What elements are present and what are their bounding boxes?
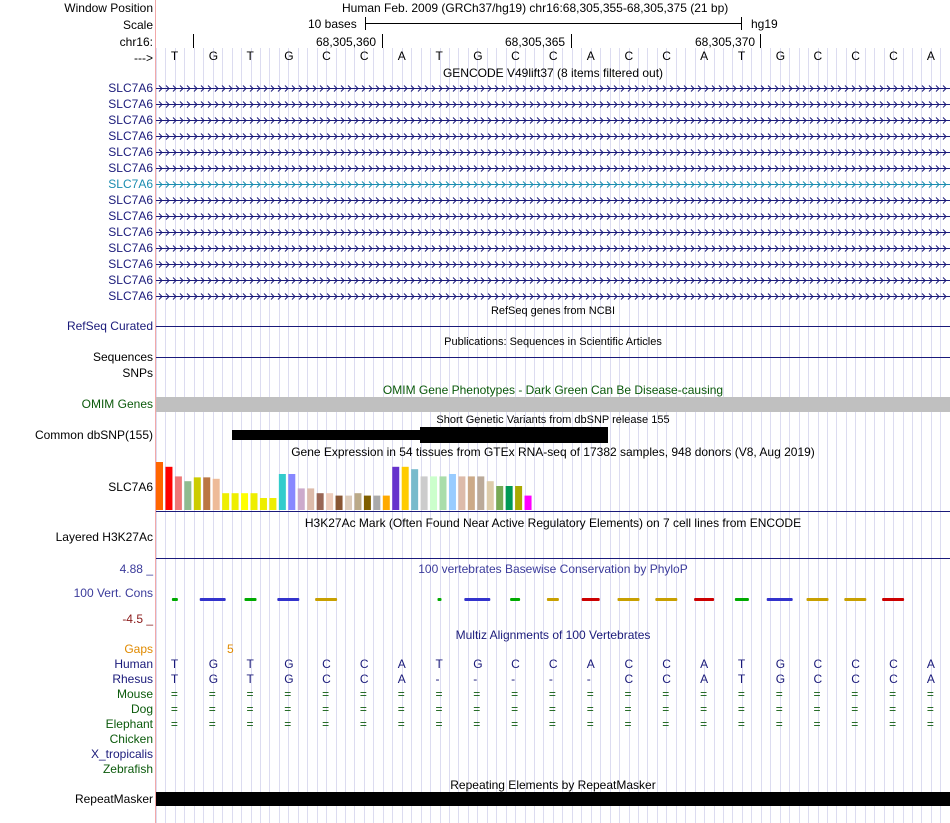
alignment-base: = bbox=[586, 717, 594, 731]
alignment-base: C bbox=[889, 657, 898, 671]
alignment-base: = bbox=[435, 702, 443, 716]
phylop-logo-glyph bbox=[510, 598, 520, 601]
position-tick-label: 68,305,370 bbox=[695, 35, 756, 49]
gtex-tissue-bar bbox=[430, 476, 437, 510]
phylop-logo-glyph bbox=[277, 598, 299, 601]
phylop-logo-glyph bbox=[807, 598, 829, 601]
alignment-base: C bbox=[813, 672, 823, 686]
alignment-base: = bbox=[435, 717, 443, 731]
alignment-base: = bbox=[775, 717, 783, 731]
gencode-transcript-label[interactable]: SLC7A6 bbox=[108, 145, 153, 159]
alignment-base: - bbox=[586, 672, 591, 686]
alignment-base: = bbox=[208, 717, 216, 731]
gtex-tissue-bar bbox=[383, 496, 390, 510]
gencode-transcript-label[interactable]: SLC7A6 bbox=[108, 129, 153, 143]
alignment-base: = bbox=[511, 687, 519, 701]
base-letter: G bbox=[208, 49, 219, 63]
phylop-logo-glyph bbox=[618, 598, 640, 601]
alignment-base: = bbox=[889, 702, 897, 716]
phylop-logo-glyph bbox=[767, 598, 793, 601]
gtex-tissue-bar bbox=[515, 486, 522, 510]
repeatmasker-track-label[interactable]: RepeatMasker bbox=[74, 792, 153, 806]
gtex-tissue-bar bbox=[156, 462, 163, 510]
gtex-tissue-bar bbox=[506, 486, 513, 510]
gtex-tissue-bar bbox=[260, 498, 267, 510]
multiz-species-label[interactable]: Zebrafish bbox=[102, 762, 153, 776]
alignment-base: - bbox=[511, 672, 516, 686]
multiz-species-label[interactable]: Elephant bbox=[105, 717, 153, 731]
alignment-base: = bbox=[737, 702, 745, 716]
alignment-base: = bbox=[397, 702, 405, 716]
alignment-base: = bbox=[246, 687, 254, 701]
alignment-base: = bbox=[775, 702, 783, 716]
alignment-base: = bbox=[170, 702, 178, 716]
alignment-base: = bbox=[208, 702, 216, 716]
alignment-base: C bbox=[851, 657, 860, 671]
gtex-tissue-bar bbox=[477, 476, 484, 510]
alignment-base: G bbox=[208, 657, 219, 671]
alignment-base: T bbox=[246, 657, 254, 671]
alignment-base: = bbox=[889, 717, 897, 731]
alignment-base: = bbox=[322, 702, 330, 716]
alignment-base: = bbox=[284, 717, 292, 731]
alignment-base: A bbox=[586, 657, 595, 671]
base-letter: G bbox=[775, 49, 786, 63]
alignment-base: = bbox=[586, 702, 594, 716]
gtex-tissue-bar bbox=[222, 493, 229, 510]
gencode-transcript-label[interactable]: SLC7A6 bbox=[108, 97, 153, 111]
multiz-species-label[interactable]: X_tropicalis bbox=[90, 747, 153, 761]
phylop-logo-glyph bbox=[315, 598, 337, 601]
gtex-tissue-bar bbox=[449, 474, 456, 510]
base-letter: C bbox=[889, 49, 898, 63]
scale-label: Scale bbox=[122, 18, 153, 32]
base-letter: T bbox=[246, 49, 254, 63]
base-letter: C bbox=[548, 49, 558, 63]
gtex-tissue-bar bbox=[194, 477, 201, 510]
chrom-label: chr16: bbox=[119, 35, 153, 49]
gtex-tissue-bar bbox=[336, 496, 343, 510]
base-letter: T bbox=[170, 49, 179, 63]
alignment-base: = bbox=[775, 687, 783, 701]
alignment-base: C bbox=[359, 657, 369, 671]
alignment-base: T bbox=[737, 672, 746, 686]
multiz-track-title: Multiz Alignments of 100 Vertebrates bbox=[455, 628, 651, 642]
base-letter: C bbox=[813, 49, 823, 63]
alignment-base: T bbox=[170, 672, 179, 686]
gtex-tissue-bar bbox=[525, 496, 532, 510]
phylop-logo-glyph bbox=[172, 598, 178, 601]
alignment-base: = bbox=[359, 687, 367, 701]
scale-text: 10 bases bbox=[308, 17, 357, 31]
gtex-tissue-bar bbox=[251, 493, 258, 510]
gtex-tissue-bar bbox=[487, 481, 494, 510]
gtex-tissue-bar bbox=[402, 467, 409, 510]
gtex-tissue-bar bbox=[232, 493, 239, 510]
alignment-base: = bbox=[359, 702, 367, 716]
gtex-tissue-bar bbox=[213, 479, 220, 510]
multiz-species-label[interactable]: Human bbox=[114, 657, 153, 671]
phylop-logo-glyph bbox=[844, 598, 866, 601]
h3k27ac-track-label[interactable]: Layered H3K27Ac bbox=[55, 530, 153, 544]
alignment-base: = bbox=[700, 702, 708, 716]
base-letter: C bbox=[359, 49, 369, 63]
gap-count-label: 5 bbox=[227, 642, 234, 656]
alignment-base: = bbox=[851, 687, 859, 701]
alignment-base: C bbox=[813, 657, 823, 671]
gtex-tissue-bar bbox=[279, 474, 286, 510]
gtex-tissue-bar bbox=[241, 493, 248, 510]
alignment-base: = bbox=[624, 702, 632, 716]
publications-track-title: Publications: Sequences in Scientific Articles bbox=[444, 336, 662, 348]
alignment-base: = bbox=[170, 687, 178, 701]
alignment-base: = bbox=[473, 717, 481, 731]
position-tick-label: 68,305,365 bbox=[505, 35, 566, 49]
gencode-transcript-label[interactable]: SLC7A6 bbox=[108, 177, 153, 191]
refseq-track-title: RefSeq genes from NCBI bbox=[490, 305, 616, 317]
base-letter: T bbox=[737, 49, 746, 63]
base-letter: A bbox=[926, 49, 935, 63]
alignment-base: = bbox=[926, 702, 934, 716]
alignment-base: = bbox=[284, 687, 292, 701]
alignment-base: C bbox=[662, 657, 671, 671]
alignment-base: = bbox=[246, 702, 254, 716]
alignment-base: = bbox=[435, 687, 443, 701]
alignment-base: = bbox=[284, 702, 292, 716]
alignment-base: = bbox=[662, 687, 670, 701]
phylop-track-label[interactable]: 100 Vert. Cons bbox=[73, 586, 153, 600]
gencode-transcript-label[interactable]: SLC7A6 bbox=[108, 161, 153, 175]
alignment-base: = bbox=[208, 687, 216, 701]
alignment-base: - bbox=[473, 672, 478, 686]
alignment-base: C bbox=[624, 657, 634, 671]
alignment-base: = bbox=[511, 702, 519, 716]
gaps-label: Gaps bbox=[124, 642, 153, 656]
gtex-tissue-bar bbox=[354, 493, 361, 510]
gencode-track-title: GENCODE V49lift37 (8 items filtered out) bbox=[442, 66, 664, 80]
assembly-label: hg19 bbox=[751, 17, 778, 31]
gtex-tissue-bar bbox=[165, 467, 172, 510]
base-letter: C bbox=[511, 49, 520, 63]
alignment-base: = bbox=[813, 687, 821, 701]
gtex-tissue-bar bbox=[298, 488, 305, 510]
alignment-base: T bbox=[737, 657, 746, 671]
gtex-tissue-bar bbox=[373, 496, 380, 510]
alignment-base: C bbox=[548, 657, 558, 671]
gtex-tissue-bar bbox=[307, 488, 314, 510]
alignment-base: = bbox=[624, 687, 632, 701]
base-letter: G bbox=[284, 49, 294, 63]
base-letter: C bbox=[322, 49, 331, 63]
alignment-base: - bbox=[435, 672, 440, 686]
publications-track-label[interactable]: Sequences bbox=[92, 350, 153, 364]
alignment-base: T bbox=[246, 672, 254, 686]
omim-bar bbox=[156, 397, 950, 412]
alignment-base: = bbox=[548, 702, 556, 716]
alignment-base: G bbox=[473, 657, 483, 671]
gtex-tissue-bar bbox=[421, 476, 428, 510]
alignment-base: = bbox=[889, 687, 897, 701]
alignment-base: G bbox=[284, 657, 294, 671]
phylop-logo-glyph bbox=[547, 598, 559, 601]
gtex-tissue-bar bbox=[288, 474, 295, 510]
browser-title: Human Feb. 2009 (GRCh37/hg19) chr16:68,305,355-68,305,375 (21 bp) bbox=[342, 1, 729, 15]
alignment-base: A bbox=[926, 672, 935, 686]
gtex-track-title: Gene Expression in 54 tissues from GTEx RNA-seq of 17382 samples, 948 donors (V8, Aug 2019) bbox=[291, 445, 815, 459]
alignment-base: = bbox=[851, 717, 859, 731]
phylop-logo-glyph bbox=[464, 598, 490, 601]
gencode-transcript-label[interactable]: SLC7A6 bbox=[108, 273, 153, 287]
gtex-tissue-bar bbox=[203, 477, 210, 510]
alignment-base: = bbox=[700, 717, 708, 731]
gencode-transcript-label[interactable]: SLC7A6 bbox=[108, 241, 153, 255]
base-letter: G bbox=[473, 49, 483, 63]
gtex-tissue-bar bbox=[175, 476, 182, 510]
omim-track-label[interactable]: OMIM Genes bbox=[81, 397, 153, 411]
base-letter: C bbox=[624, 49, 634, 63]
alignment-base: = bbox=[170, 717, 178, 731]
dbsnp-track-title: Short Genetic Variants from dbSNP release 155 bbox=[436, 414, 670, 426]
alignment-base: = bbox=[511, 717, 519, 731]
gencode-transcript-label[interactable]: SLC7A6 bbox=[108, 225, 153, 239]
gtex-tissue-bar bbox=[440, 476, 447, 510]
alignment-base: = bbox=[926, 717, 934, 731]
gencode-transcript-label[interactable]: SLC7A6 bbox=[108, 193, 153, 207]
dbsnp-track-label[interactable]: Common dbSNP(155) bbox=[34, 428, 153, 442]
gtex-tissue-bar bbox=[458, 476, 465, 510]
alignment-base: = bbox=[548, 687, 556, 701]
alignment-base: = bbox=[473, 687, 481, 701]
gtex-tissue-bar bbox=[317, 493, 324, 510]
alignment-base: = bbox=[586, 687, 594, 701]
alignment-base: C bbox=[851, 672, 860, 686]
alignment-base: G bbox=[284, 672, 294, 686]
gencode-transcript-label[interactable]: SLC7A6 bbox=[108, 113, 153, 127]
phylop-logo-glyph bbox=[655, 598, 677, 601]
alignment-base: = bbox=[359, 717, 367, 731]
alignment-base: A bbox=[926, 657, 935, 671]
alignment-base: C bbox=[624, 672, 634, 686]
alignment-base: = bbox=[397, 717, 405, 731]
phylop-logo-glyph bbox=[245, 598, 257, 601]
alignment-base: A bbox=[700, 657, 709, 671]
strand-label: ---> bbox=[134, 51, 153, 65]
alignment-base: C bbox=[322, 657, 331, 671]
alignment-base: = bbox=[662, 717, 670, 731]
alignment-base: C bbox=[662, 672, 671, 686]
alignment-base: C bbox=[322, 672, 331, 686]
alignment-base: - bbox=[548, 672, 553, 686]
phylop-track-title: 100 vertebrates Basewise Conservation by PhyloP bbox=[418, 562, 688, 576]
alignment-base: = bbox=[813, 702, 821, 716]
phylop-logo-glyph bbox=[735, 598, 749, 601]
h3k27ac-track-title: H3K27Ac Mark (Often Found Near Active Regulatory Elements) on 7 cell lines from ENCODE bbox=[304, 516, 802, 530]
dbsnp-variant-bar bbox=[420, 427, 608, 443]
gtex-tissue-bar bbox=[184, 481, 191, 510]
base-letter: A bbox=[586, 49, 595, 63]
alignment-base: = bbox=[662, 702, 670, 716]
alignment-base: A bbox=[700, 672, 709, 686]
gtex-tissue-bar bbox=[496, 486, 503, 510]
alignment-base: = bbox=[926, 687, 934, 701]
alignment-base: G bbox=[208, 672, 219, 686]
alignment-base: = bbox=[737, 687, 745, 701]
gtex-track-label[interactable]: SLC7A6 bbox=[108, 480, 153, 494]
alignment-base: G bbox=[775, 657, 786, 671]
alignment-base: = bbox=[246, 717, 254, 731]
multiz-species-label[interactable]: Mouse bbox=[116, 687, 153, 701]
alignment-base: = bbox=[397, 687, 405, 701]
phylop-ymin-label: -4.5 _ bbox=[122, 612, 153, 626]
alignment-base: T bbox=[435, 657, 443, 671]
alignment-base: = bbox=[851, 702, 859, 716]
alignment-base: T bbox=[170, 657, 179, 671]
refseq-track-label[interactable]: RefSeq Curated bbox=[66, 319, 153, 333]
alignment-base: = bbox=[624, 717, 632, 731]
phylop-ymax-label: 4.88 _ bbox=[119, 562, 153, 576]
repeatmasker-bar bbox=[156, 792, 950, 806]
multiz-species-label[interactable]: Chicken bbox=[109, 732, 153, 746]
omim-track-title: OMIM Gene Phenotypes - Dark Green Can Be Disease-causing bbox=[382, 383, 724, 397]
base-letter: C bbox=[851, 49, 860, 63]
gtex-tissue-bar bbox=[392, 467, 399, 510]
alignment-base: = bbox=[700, 687, 708, 701]
gencode-transcript-label[interactable]: SLC7A6 bbox=[108, 209, 153, 223]
gtex-tissue-bar bbox=[345, 496, 352, 510]
gtex-tissue-bar bbox=[326, 493, 333, 510]
phylop-logo-glyph bbox=[438, 598, 442, 601]
gtex-tissue-bar bbox=[364, 496, 371, 510]
phylop-logo-glyph bbox=[882, 598, 904, 601]
base-letter: A bbox=[700, 49, 709, 63]
alignment-base: C bbox=[889, 672, 898, 686]
alignment-base: = bbox=[322, 687, 330, 701]
gencode-transcript-label[interactable]: SLC7A6 bbox=[108, 289, 153, 303]
alignment-base: = bbox=[737, 717, 745, 731]
gencode-transcript-label[interactable]: SLC7A6 bbox=[108, 257, 153, 271]
multiz-species-label[interactable]: Dog bbox=[130, 702, 153, 716]
base-letter: T bbox=[435, 49, 443, 63]
alignment-base: = bbox=[813, 717, 821, 731]
phylop-logo-glyph bbox=[694, 598, 714, 601]
alignment-base: A bbox=[397, 657, 406, 671]
window-position-label: Window Position bbox=[64, 1, 153, 15]
phylop-logo-glyph bbox=[200, 598, 226, 601]
base-letter: C bbox=[662, 49, 671, 63]
gtex-tissue-bar bbox=[269, 498, 276, 510]
alignment-base: A bbox=[397, 672, 406, 686]
phylop-logo-glyph bbox=[582, 598, 600, 601]
gtex-tissue-bar bbox=[411, 469, 418, 510]
repeatmasker-track-title: Repeating Elements by RepeatMasker bbox=[450, 778, 656, 792]
alignment-base: = bbox=[548, 717, 556, 731]
alignment-base: C bbox=[359, 672, 369, 686]
gencode-transcript-label[interactable]: SLC7A6 bbox=[108, 81, 153, 95]
alignment-base: = bbox=[322, 717, 330, 731]
position-tick-label: 68,305,360 bbox=[316, 35, 377, 49]
alignment-base: = bbox=[473, 702, 481, 716]
gtex-tissue-bar bbox=[468, 476, 475, 510]
base-letter: A bbox=[397, 49, 406, 63]
snps-track-label[interactable]: SNPs bbox=[122, 366, 153, 380]
alignment-base: G bbox=[775, 672, 786, 686]
alignment-base: C bbox=[511, 657, 520, 671]
multiz-species-label[interactable]: Rhesus bbox=[112, 672, 153, 686]
